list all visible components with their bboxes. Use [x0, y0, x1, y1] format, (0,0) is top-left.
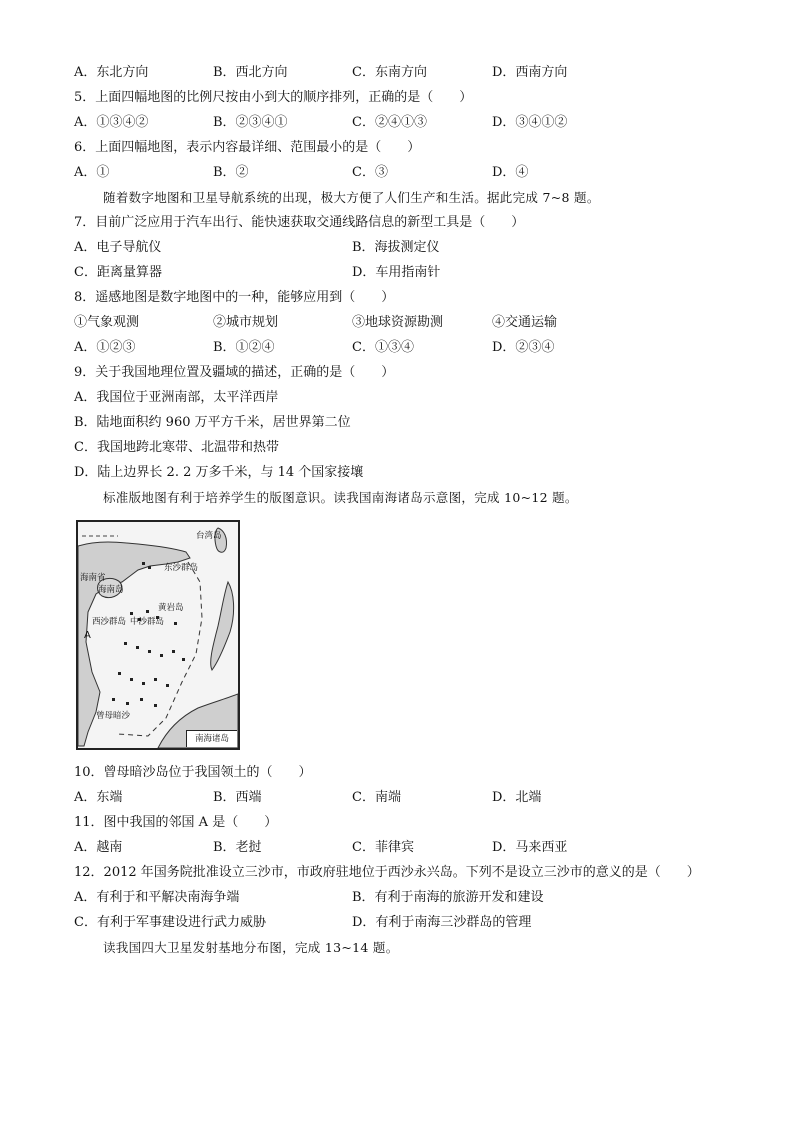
- q5-stem: 5．上面四幅地图的比例尺按由小到大的顺序排列，正确的是（ ）: [74, 90, 473, 105]
- q10-option-a: A．东端: [74, 790, 123, 805]
- q4-option-b: B．西北方向: [213, 65, 288, 80]
- q6-option-c: C．③: [352, 165, 388, 180]
- q9-option-c: C．我国地跨北寒带、北温带和热带: [74, 440, 279, 455]
- q7-option-a: A．电子导航仪: [74, 240, 162, 255]
- q6-option-d: D．④: [492, 165, 529, 180]
- q11-option-b: B．老挝: [213, 840, 262, 855]
- intro-13-14: 读我国四大卫星发射基地分布图，完成 13~14 题。: [103, 940, 399, 955]
- q6-option-b: B．②: [213, 165, 249, 180]
- q10-option-c: C．南端: [352, 790, 401, 805]
- q7-option-b: B．海拔测定仪: [352, 240, 440, 255]
- q12-option-c: C．有利于军事建设进行武力威胁: [74, 915, 266, 930]
- q6-stem: 6．上面四幅地图，表示内容最详细、范围最小的是（ ）: [74, 140, 421, 155]
- q5-option-a: A．①③④②: [74, 115, 149, 130]
- q4-option-c: C．东南方向: [352, 65, 427, 80]
- label-huangyan: 黄岩岛: [158, 603, 184, 613]
- q11-stem: 11．图中我国的邻国 A 是（ ）: [74, 815, 278, 830]
- q11-option-a: A．越南: [74, 840, 123, 855]
- maritime-boundary-line: [118, 562, 202, 736]
- intro-7-8: 随着数字地图和卫星导航系统的出现，极大方便了人们生产和生活。据此完成 7~8 题。: [103, 190, 600, 205]
- label-xisha: 西沙群岛: [92, 617, 127, 627]
- label-zengmu: 曾母暗沙: [96, 711, 131, 721]
- q5-option-c: C．②④①③: [352, 115, 427, 130]
- q4-option-d: D．西南方向: [492, 65, 568, 80]
- q10-stem: 10．曾母暗沙岛位于我国领土的（ ）: [74, 765, 312, 780]
- q7-option-d: D．车用指南针: [352, 265, 441, 280]
- q12-option-d: D．有利于南海三沙群岛的管理: [352, 915, 532, 930]
- label-dongsha: 东沙群岛: [164, 563, 199, 573]
- q11-option-d: D．马来西亚: [492, 840, 568, 855]
- south-china-sea-map: [76, 520, 240, 750]
- q8-item-4: ④交通运输: [492, 315, 558, 330]
- q10-option-d: D．北端: [492, 790, 542, 805]
- q5-option-b: B．②③④①: [213, 115, 288, 130]
- q8-item-1: ①气象观测: [74, 315, 140, 330]
- island-dots: [112, 562, 185, 707]
- philippines-landmass: [211, 582, 234, 670]
- q8-option-a: A．①②③: [74, 340, 136, 355]
- q10-option-b: B．西端: [213, 790, 262, 805]
- q8-option-d: D．②③④: [492, 340, 555, 355]
- label-hainan-province: 海南省: [80, 573, 106, 583]
- label-a: A: [84, 630, 91, 641]
- intro-10-12: 标准版地图有利于培养学生的版图意识。读我国南海诸岛示意图，完成 10~12 题。: [103, 490, 578, 505]
- q9-option-d: D．陆上边界长 2. 2 万多千米，与 14 个国家接壤: [74, 465, 364, 480]
- label-zhongsha: 中沙群岛: [130, 617, 165, 627]
- q6-option-a: A．①: [74, 165, 110, 180]
- q9-option-b: B．陆地面积约 960 万平方千米，居世界第二位: [74, 415, 351, 430]
- q8-item-3: ③地球资源勘测: [352, 315, 444, 330]
- q5-option-d: D．③④①②: [492, 115, 568, 130]
- map-drawing: [78, 522, 238, 748]
- q12-option-b: B．有利于南海的旅游开发和建设: [352, 890, 544, 905]
- q8-option-b: B．①②④: [213, 340, 275, 355]
- q9-stem: 9．关于我国地理位置及疆域的描述，正确的是（ ）: [74, 365, 395, 380]
- label-hainan-island: 海南岛: [98, 585, 124, 595]
- q4-option-a: A．东北方向: [74, 65, 149, 80]
- q8-option-c: C．①③④: [352, 340, 414, 355]
- map-caption: 南海诸岛: [186, 730, 237, 747]
- q8-stem: 8．遥感地图是数字地图中的一种，能够应用到（ ）: [74, 290, 395, 305]
- q11-option-c: C．菲律宾: [352, 840, 414, 855]
- q12-stem: 12．2012 年国务院批准设立三沙市，市政府驻地位于西沙永兴岛。下列不是设立三沙市的意义的是（ ）: [74, 865, 700, 880]
- q12-option-a: A．有利于和平解决南海争端: [74, 890, 240, 905]
- q9-option-a: A．我国位于亚洲南部，太平洋西岸: [74, 390, 279, 405]
- q8-item-2: ②城市规划: [213, 315, 279, 330]
- q7-stem: 7．目前广泛应用于汽车出行、能快速获取交通线路信息的新型工具是（ ）: [74, 215, 525, 230]
- label-taiwan: 台湾岛: [196, 531, 222, 541]
- q7-option-c: C．距离量算器: [74, 265, 162, 280]
